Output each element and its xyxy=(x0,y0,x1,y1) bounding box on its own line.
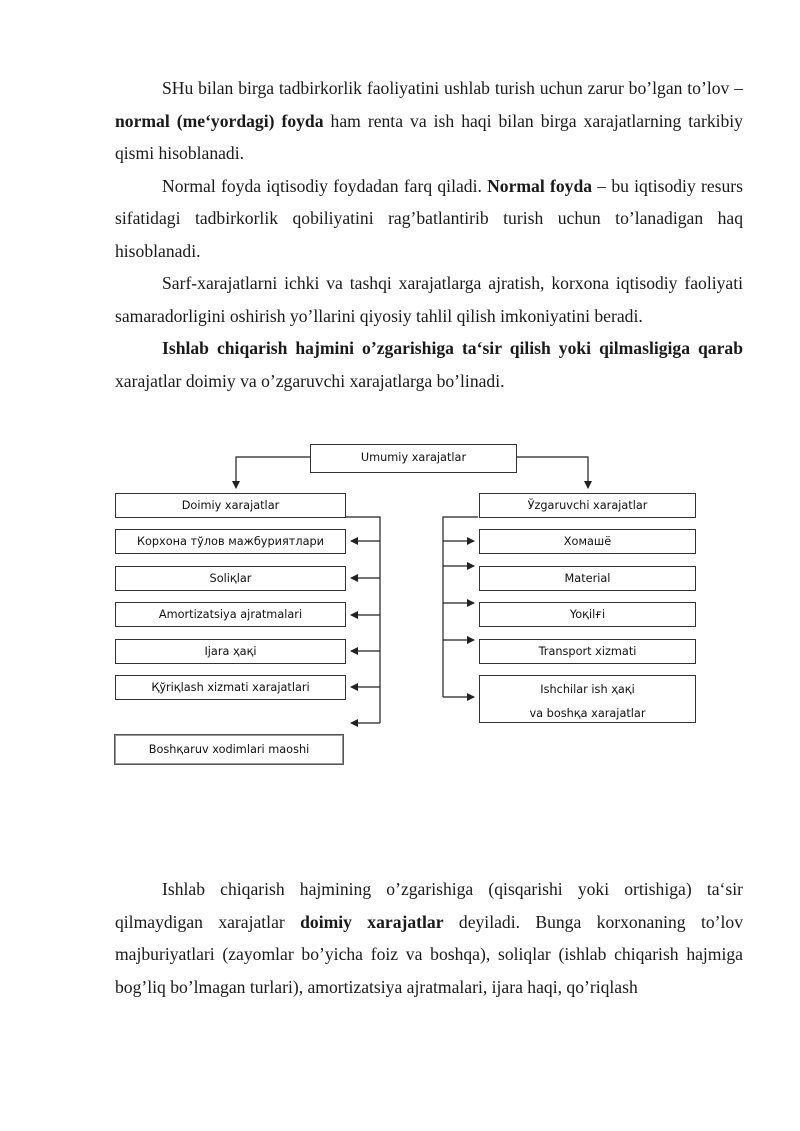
variable-cost-item-label: Transport xizmati xyxy=(538,645,637,658)
variable-costs-header-box xyxy=(479,493,696,518)
text-run: deyiladi. Bunga korxonaning to’lov majburiyatlari (zayomlar bo’yicha foiz va boshqa), soliqlar (ishlab chiqarish hajmiga bog’liq bo’lmagan turlari), amortizatsiya ajratmalari, ijara haqi, qo’riqlash xyxy=(115,911,743,997)
text-block-bottom xyxy=(115,873,743,1003)
variable-cost-item-label-line2: va boshқa xarajatlar xyxy=(529,707,646,720)
variable-cost-item-label: Хомашё xyxy=(563,535,612,548)
fixed-cost-item-label: Soliқlar xyxy=(209,572,252,585)
variable-cost-item-raw-materials xyxy=(479,529,696,554)
variable-cost-item-label: Material xyxy=(564,572,611,585)
text-run: ham renta va ish haqi bilan birga xarajatlarning tarkibiy qismi hisoblanadi. xyxy=(115,110,743,163)
variable-cost-item-fuel xyxy=(479,602,696,627)
fixed-cost-item-management-salary xyxy=(114,734,344,765)
variable-cost-item-material xyxy=(479,566,696,591)
variable-cost-item-wages-other xyxy=(479,675,696,723)
fixed-cost-item-label: Корхона тўлов мажбуриятлари xyxy=(136,535,325,548)
fixed-cost-item-label: Amortizatsiya ajratmalari xyxy=(158,608,303,621)
fixed-costs-header-label: Doimiy xarajatlar xyxy=(181,499,280,512)
bold-term: Ishlab chiqarish hajmini o’zgarishiga ta‘sir qilish yoki qilmasligiga qarab xyxy=(162,338,743,358)
fixed-cost-item-taxes xyxy=(115,566,346,591)
diagram-root-box xyxy=(310,444,517,473)
fixed-cost-item-label: Ijara ҳaқi xyxy=(204,645,257,658)
fixed-costs-header-box xyxy=(115,493,346,518)
variable-costs-header-label: Ўzgaruvchi xarajatlar xyxy=(527,499,648,512)
variable-cost-item-transport xyxy=(479,639,696,664)
bold-term: doimiy xarajatlar xyxy=(300,911,444,932)
fixed-cost-item-security xyxy=(115,675,346,700)
text-run: SHu bilan birga tadbirkorlik faoliyatini ushlab turish uchun zarur bo’lgan to’lov – xyxy=(162,78,743,98)
fixed-cost-item-label: Қўriқlash xizmati xarajatlari xyxy=(151,681,310,694)
fixed-cost-item-depreciation xyxy=(115,602,346,627)
fixed-cost-item-label: Boshқaruv xodimlari maoshi xyxy=(148,743,310,756)
variable-cost-item-label: Yoқilғi xyxy=(569,608,606,621)
text-run: Ishlab chiqarish hajmining o’zgarishiga (qisqarishi yoki ortishiga) ta‘sir qilmaydigan xarajatlar xyxy=(115,879,743,932)
bold-term: normal (me‘yordagi) foyda xyxy=(115,110,324,131)
text-run: xarajatlar doimiy va o’zgaruvchi xarajatlarga bo’linadi. xyxy=(115,370,505,391)
diagram-root-label: Umumiy xarajatlar xyxy=(360,451,467,464)
variable-cost-item-label-line1: Ishchilar ish ҳaқi xyxy=(540,683,635,696)
fixed-cost-item-payment-obligations xyxy=(115,529,346,554)
text-run: Sarf-xarajatlarni ichki va tashqi xarajatlarga ajratish, korxona iqtisodiy faoliyati samaradorligini oshirish yo’llarini qiyosiy tahlil qilish imkoniyatini beradi. xyxy=(115,273,743,326)
fixed-cost-item-rent xyxy=(115,639,346,664)
paragraph-fixed-costs-definition xyxy=(115,873,743,1003)
text-run: – bu iqtisodiy resurs sifatidagi tadbirkorlik qobiliyatini rag’batlantirib turish uchun to’lanadigan haq hisoblanadi. xyxy=(115,175,743,261)
bold-term: Normal foyda xyxy=(487,175,593,196)
text-run: Normal foyda iqtisodiy foydadan farq qiladi. xyxy=(162,175,488,196)
